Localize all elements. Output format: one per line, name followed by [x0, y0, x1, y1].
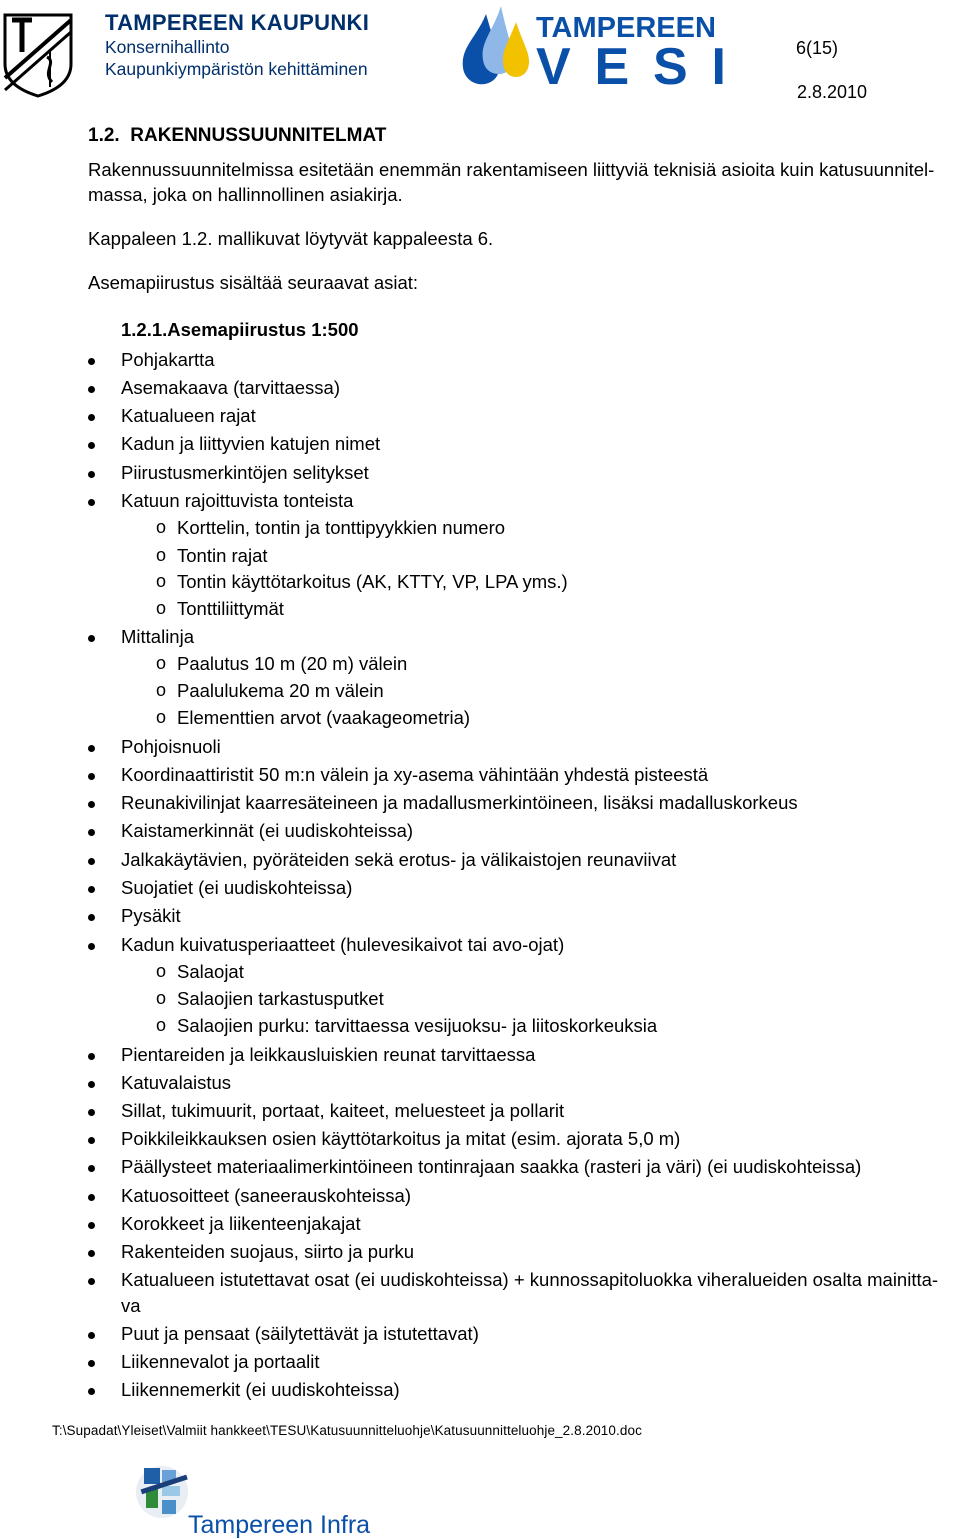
org-title: TAMPEREEN KAUPUNKI [105, 10, 370, 35]
list-item: Katualueen istutettavat osat (ei uudiskohteissa) + kunnossapitoluokka viheralueiden osalta mainitta- [121, 1269, 939, 1290]
list-item: Katuosoitteet (saneerauskohteissa) [121, 1185, 412, 1206]
bullet-icon [88, 386, 95, 393]
sub-list-item: Paalulukema 20 m välein [177, 680, 384, 701]
bullet-icon [88, 499, 95, 506]
bullet-icon [88, 745, 95, 752]
list-item: Asemakaava (tarvittaessa) [121, 377, 341, 398]
sub-list-item: Paalutus 10 m (20 m) välein [177, 653, 408, 674]
bullet-icon [88, 886, 95, 893]
list-item: Katuun rajoittuvista tonteista [121, 490, 354, 511]
bullet-icon [88, 1109, 95, 1116]
list-item: Pientareiden ja leikkausluiskien reunat tarvittaessa [121, 1044, 536, 1065]
list-item: Puut ja pensaat (säilytettävät ja istutettavat) [121, 1323, 479, 1344]
list-item: Reunakivilinjat kaarresäteineen ja madallusmerkintöineen, lisäksi madalluskorkeus [121, 792, 798, 813]
bullet-icon [88, 1165, 95, 1172]
bullet-icon [88, 1081, 95, 1088]
list-item: Piirustusmerkintöjen selitykset [121, 462, 369, 483]
bullet-icon [88, 1250, 95, 1257]
bullet-icon [88, 635, 95, 642]
sub-bullet-icon: o [156, 653, 167, 673]
bullet-icon [88, 414, 95, 421]
list-item: va [121, 1295, 141, 1316]
infra-logo-text: Tampereen Infra [188, 1511, 371, 1538]
sub-bullet-icon: o [156, 598, 167, 618]
page-number: 6(15) [796, 38, 839, 58]
sub-list-item: Salaojien tarkastusputket [177, 988, 384, 1009]
list-item: Pohjakartta [121, 349, 215, 370]
tampereen-infra-logo [132, 1458, 402, 1538]
bullet-icon [88, 1332, 95, 1339]
sub-bullet-icon: o [156, 988, 167, 1008]
list-item: Kaistamerkinnät (ei uudiskohteissa) [121, 820, 414, 841]
bullet-icon [88, 1137, 95, 1144]
list-item: Koordinaattiristit 50 m:n välein ja xy-asema vähintään yhdestä pisteestä [121, 764, 709, 785]
sub-bullet-icon: o [156, 961, 167, 981]
bullet-icon [88, 1053, 95, 1060]
bullet-icon [88, 829, 95, 836]
tampereen-vesi-logo [456, 4, 736, 90]
document-date: 2.8.2010 [797, 82, 868, 102]
intro-paragraph-line2: massa, joka on hallinnollinen asiakirja. [88, 184, 403, 205]
bullet-icon [88, 858, 95, 865]
city-crest-logo [2, 12, 74, 98]
bullet-icon [88, 1278, 95, 1285]
sub-bullet-icon: o [156, 517, 167, 537]
sub-bullet-icon: o [156, 571, 167, 591]
bullet-icon [88, 1194, 95, 1201]
bullet-icon [88, 471, 95, 478]
sub-list-item: Korttelin, tontin ja tonttipyykkien numero [177, 517, 506, 538]
contents-intro: Asemapiirustus sisältää seuraavat asiat: [88, 272, 419, 293]
sub-bullet-icon: o [156, 680, 167, 700]
list-item: Jalkakäytävien, pyöräteiden sekä erotus- ja välikaistojen reunaviivat [121, 849, 677, 870]
section-heading: 1.2. RAKENNUSSUUNNITELMAT [88, 125, 387, 146]
bullet-icon [88, 1360, 95, 1367]
vesi-logo-text-top: TAMPEREEN [536, 12, 716, 44]
bullet-icon [88, 1222, 95, 1229]
list-item: Kadun kuivatusperiaatteet (hulevesikaivot tai avo-ojat) [121, 934, 565, 955]
list-item: Liikennemerkit (ei uudiskohteissa) [121, 1379, 400, 1400]
list-item: Pohjoisnuoli [121, 736, 221, 757]
bullet-icon [88, 358, 95, 365]
subsection-heading: 1.2.1.Asemapiirustus 1:500 [121, 319, 359, 340]
list-item: Poikkileikkauksen osien käyttötarkoitus ja mitat (esim. ajorata 5,0 m) [121, 1128, 681, 1149]
list-item: Liikennevalot ja portaalit [121, 1351, 320, 1372]
org-department: Konsernihallinto [105, 37, 230, 57]
vesi-logo-text-bottom: VESI [536, 38, 726, 90]
bullet-icon [88, 914, 95, 921]
sub-bullet-icon: o [156, 707, 167, 727]
bullet-icon [88, 801, 95, 808]
org-unit: Kaupunkiympäristön kehittäminen [105, 59, 368, 79]
sub-list-item: Tonttiliittymät [177, 598, 284, 619]
list-item: Katualueen rajat [121, 405, 256, 426]
list-item: Korokkeet ja liikenteenjakajat [121, 1213, 361, 1234]
sub-bullet-icon: o [156, 1015, 167, 1035]
list-item: Päällysteet materiaalimerkintöineen tontinrajaan saakka (rasteri ja väri) (ei uudiskohteissa) [121, 1156, 862, 1177]
list-item: Sillat, tukimuurit, portaat, kaiteet, meluesteet ja pollarit [121, 1100, 565, 1121]
sub-bullet-icon: o [156, 545, 167, 565]
sub-list-item: Tontin rajat [177, 545, 268, 566]
bullet-icon [88, 1388, 95, 1395]
list-item: Kadun ja liittyvien katujen nimet [121, 433, 381, 454]
sub-list-item: Salaojien purku: tarvittaessa vesijuoksu- ja liitoskorkeuksia [177, 1015, 658, 1036]
file-path: T:\Supadat\Yleiset\Valmiit hankkeet\TESU\Katusuunnitteluohje\Katusuunnitteluohje_2.8.2010.doc [52, 1423, 642, 1438]
sub-list-item: Elementtien arvot (vaakageometria) [177, 707, 471, 728]
list-item: Rakenteiden suojaus, siirto ja purku [121, 1241, 415, 1262]
sub-list-item: Tontin käyttötarkoitus (AK, KTTY, VP, LPA yms.) [177, 571, 568, 592]
bullet-icon [88, 943, 95, 950]
list-item: Pysäkit [121, 905, 181, 926]
reference-paragraph: Kappaleen 1.2. mallikuvat löytyvät kappaleesta 6. [88, 228, 494, 249]
bullet-icon [88, 442, 95, 449]
bullet-icon [88, 773, 95, 780]
intro-paragraph-line1: Rakennussuunnitelmissa esitetään enemmän rakentamiseen liittyviä teknisiä asioita kuin katusuunnitel- [88, 159, 935, 180]
list-item: Suojatiet (ei uudiskohteissa) [121, 877, 353, 898]
list-item: Katuvalaistus [121, 1072, 232, 1093]
list-item: Mittalinja [121, 626, 194, 647]
sub-list-item: Salaojat [177, 961, 244, 982]
